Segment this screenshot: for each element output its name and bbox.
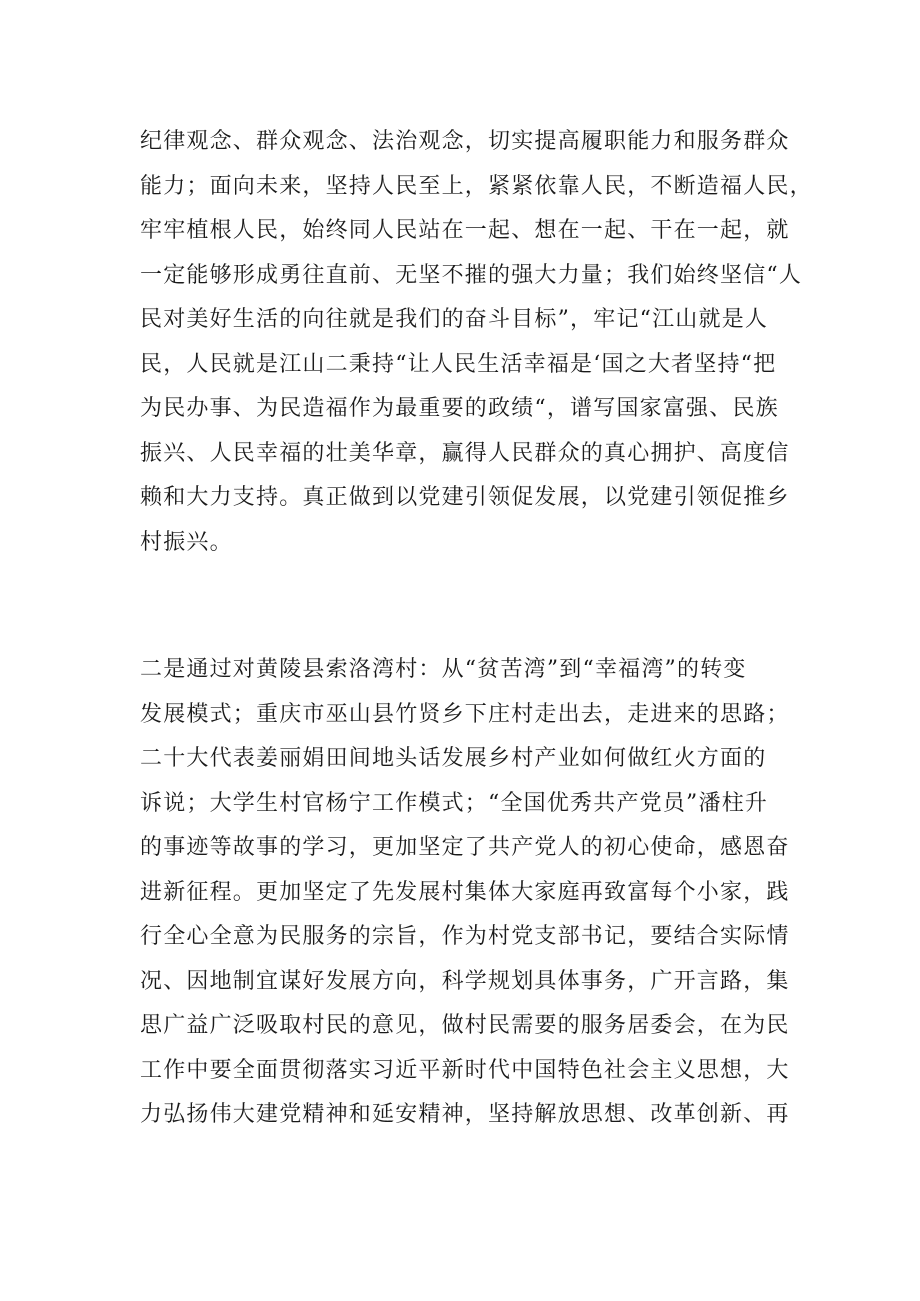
text-line: 思广益广泛吸取村民的意见，做村民需要的服务居委会，在为民 — [140, 1013, 790, 1038]
paragraph-2 — [140, 648, 820, 1138]
text-line: 况、因地制宜谋好发展方向，科学规划具体事务，广开言路，集 — [140, 968, 790, 994]
paragraph-1 — [140, 120, 820, 565]
text-line: 工作中要全面贯彻落实习近平新时代中国特色社会主义思想，大 — [140, 1057, 790, 1083]
text-line: 行全心全意为民服务的宗旨，作为村党支部书记，要结合实际情 — [140, 924, 790, 949]
text-line: 进新征程。更加坚定了先发展村集体大家庭再致富每个小家，践 — [140, 879, 790, 905]
text-line: 民，人民就是江山二秉持“让人民生活幸福是‘国之大者坚持“把 — [140, 351, 777, 377]
text-line: 诉说；大学生村官杨宁工作模式；“全国优秀共产党员”潘柱升 — [140, 790, 769, 816]
text-line: 的事迹等故事的学习，更加坚定了共产党人的初心使命，感恩奋 — [140, 835, 790, 860]
text-line: 一定能够形成勇往直前、无坚不摧的强大力量；我们始终坚信“人 — [140, 262, 803, 288]
text-line: 力弘扬伟大建党精神和延安精神，坚持解放思想、改革创新、再 — [140, 1102, 790, 1127]
text-line: 民对美好生活的向往就是我们的奋斗目标”，牢记“江山就是人 — [140, 307, 769, 332]
text-line: 二是通过对黄陵县索洛湾村：从“贫苦湾”到“幸福湾”的转变 — [140, 657, 747, 682]
text-line: 能力；面向未来，坚持人民至上，紧紧依靠人民，不断造福人民， — [140, 173, 813, 199]
text-line: 牢牢植根人民，始终同人民站在一起、想在一起、干在一起，就 — [140, 218, 790, 243]
text-line: 振兴、人民幸福的壮美华章，赢得人民群众的真心拥护、高度信 — [140, 440, 790, 466]
text-line: 纪律观念、群众观念、法治观念，切实提高履职能力和服务群众 — [140, 129, 790, 154]
text-line: 为民办事、为民造福作为最重要的政绩“，谱写国家富强、民族 — [140, 396, 779, 421]
text-line: 赖和大力支持。真正做到以党建引领促发展，以党建引领促推乡 — [140, 485, 790, 510]
text-line: 二十大代表姜丽娟田间地头话发展乡村产业如何做红火方面的 — [140, 746, 767, 771]
text-line: 村振兴。 — [140, 529, 233, 555]
text-line: 发展模式；重庆市巫山县竹贤乡下庄村走出去，走进来的思路； — [140, 701, 790, 727]
